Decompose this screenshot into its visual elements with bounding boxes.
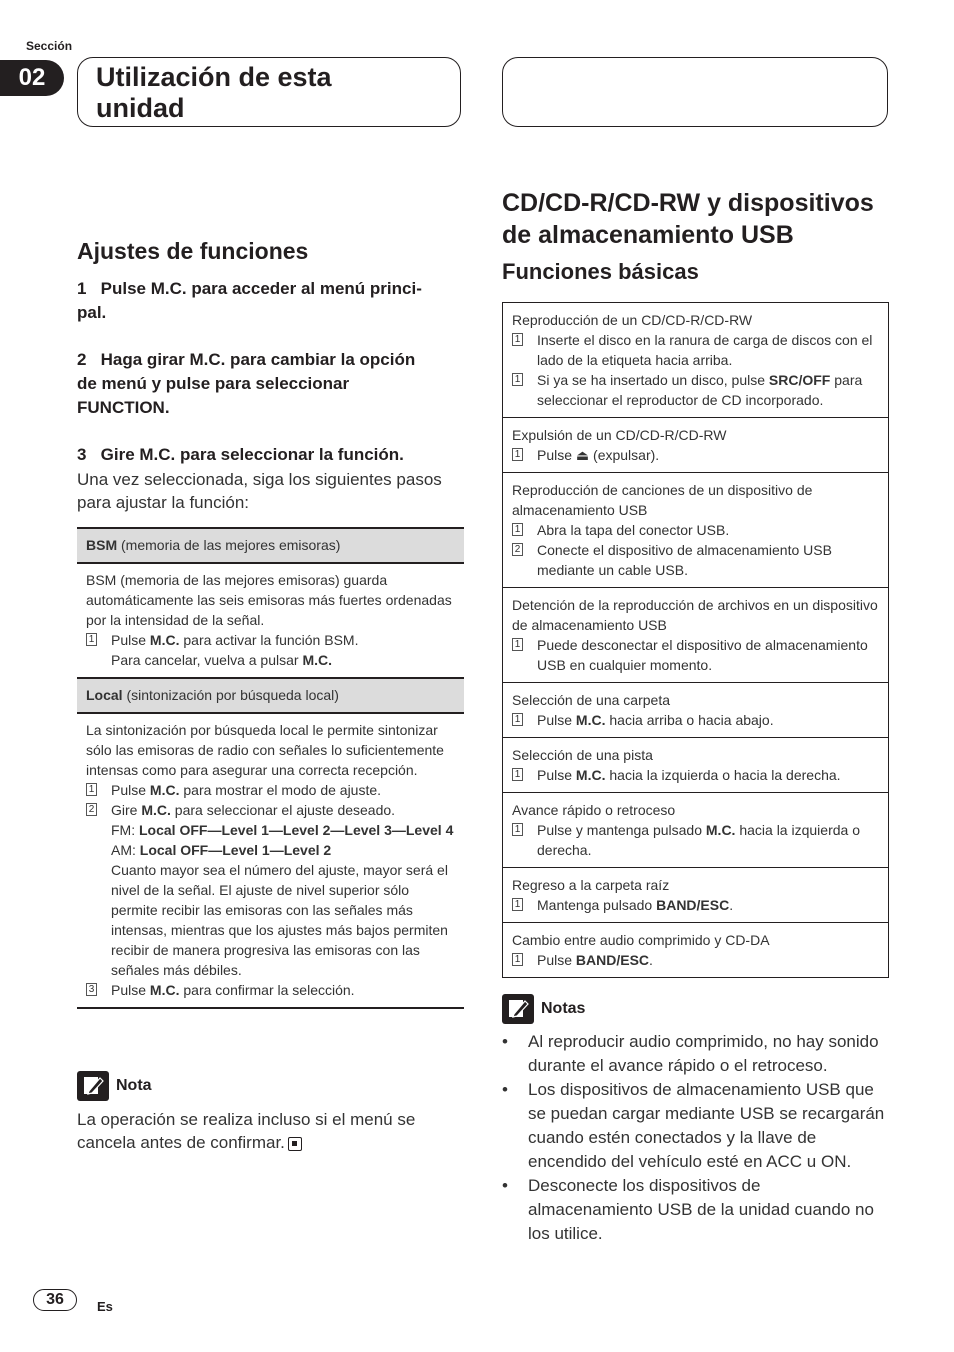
am-label: AM: — [111, 842, 140, 858]
item-number: 1 — [512, 713, 523, 726]
fm-label: FM: — [111, 822, 139, 838]
local-item-2 — [86, 800, 455, 980]
item-number: 1 — [512, 638, 523, 651]
list-item — [512, 370, 879, 410]
section-heading-cd-usb-line2: de almacenamiento USB — [502, 221, 794, 249]
local-item-2-c: para seleccionar el ajuste deseado. — [170, 802, 396, 818]
empty-header-box — [502, 57, 888, 127]
item-text-c: . — [649, 952, 653, 968]
step-2-text: Haga girar M.C. para cambiar la opción — [100, 350, 416, 369]
step-1-text: Pulse M.C. para acceder al menú princi- — [100, 279, 422, 298]
list-item — [512, 635, 879, 675]
row-title: Cambio entre audio comprimido y CD-DA — [512, 932, 770, 948]
list-item — [512, 895, 879, 915]
list-item — [512, 540, 879, 580]
row-detencion-usb — [503, 588, 888, 683]
step-1 — [77, 277, 464, 325]
item-number: 1 — [512, 768, 523, 781]
item-text-a: Pulse — [537, 767, 576, 783]
item-text: Conecte el dispositivo de almacenamiento USB mediante un cable USB. — [537, 542, 832, 578]
bsm-name: BSM — [86, 537, 118, 553]
local-desc: (sintonización por búsqueda local) — [122, 687, 339, 703]
chapter-title-box — [77, 57, 461, 127]
row-title: Expulsión de un CD/CD-R/CD-RW — [512, 427, 727, 443]
item-number: 1 — [512, 953, 523, 966]
bsm-item-1-e: M.C. — [302, 652, 333, 668]
bullet-icon: • — [502, 1080, 508, 1099]
local-body: La sintonización por búsqueda local le permite sintonizar sólo las emisoras de radio con señales lo suficientemente intensas como para asegurar una correcta recepción. — [86, 722, 444, 778]
row-title: Detención de la reproducción de archivos en un dispositivo de almacenamiento USB — [512, 597, 878, 633]
bullet-icon: • — [502, 1176, 508, 1195]
item-text-a: Si ya se ha insertado un disco, pulse — [537, 372, 769, 388]
note-text: Al reproducir audio comprimido, no hay sonido durante el avance rápido o el retroceso. — [528, 1032, 879, 1075]
bsm-item-1-a: Pulse — [111, 632, 150, 648]
local-item-1-a: Pulse — [111, 782, 150, 798]
page-number: 36 — [33, 1289, 77, 1311]
section-heading-cd-usb-line1: CD/CD-R/CD-RW y dispositivos — [502, 189, 874, 217]
row-cambio-audio — [503, 923, 888, 977]
list-item — [512, 820, 879, 860]
chapter-title-line1: Utilización de esta — [96, 62, 332, 92]
list-item — [502, 1078, 889, 1174]
item-text: Inserte el disco en la ranura de carga de discos con el lado de la etiqueta hacia arriba. — [537, 332, 873, 368]
item-text: Puede desconectar el dispositivo de almacenamiento USB en cualquier momento. — [537, 637, 868, 673]
step-1-number: 1 — [77, 279, 87, 298]
bsm-item-1 — [86, 630, 455, 670]
section-heading-cd-usb — [502, 187, 889, 251]
basic-functions-table — [502, 302, 889, 978]
item-text-c: hacia la izquierda o hacia la derecha. — [605, 767, 841, 783]
item-number: 1 — [512, 448, 523, 461]
bsm-desc: (memoria de las mejores emisoras) — [117, 537, 341, 553]
step-3 — [77, 443, 464, 514]
item-number: 1 — [512, 333, 523, 346]
local-item-3-b: M.C. — [149, 982, 180, 998]
row-title: Avance rápido o retroceso — [512, 802, 676, 818]
row-expulsion — [503, 418, 888, 473]
subheading-funciones-basicas: Funciones básicas — [502, 259, 699, 284]
section-number-badge: 02 — [0, 60, 64, 96]
item-number: 1 — [512, 823, 523, 836]
language-code: Es — [97, 1299, 113, 1314]
list-item — [512, 520, 879, 540]
note-text: Desconecte los dispositivos de almacenamiento USB de la unidad cuando no los utilice. — [528, 1176, 874, 1243]
item-number: 2 — [512, 543, 523, 556]
list-item — [512, 710, 879, 730]
item-text: Abra la tapa del conector USB. — [537, 522, 730, 538]
item-text-a: Mantenga pulsado — [537, 897, 657, 913]
row-seleccion-pista — [503, 738, 888, 793]
row-title: Selección de una pista — [512, 747, 653, 763]
bsm-item-1-b: M.C. — [149, 632, 180, 648]
section-heading-ajustes: Ajustes de funciones — [77, 238, 309, 264]
step-3-number: 3 — [77, 445, 87, 464]
chapter-title-line2: unidad — [96, 93, 185, 123]
list-item — [512, 330, 879, 370]
bsm-item-1-number: 1 — [86, 633, 97, 646]
step-2 — [77, 348, 464, 420]
row-seleccion-carpeta — [503, 683, 888, 738]
item-text-c: para seleccionar el reproductor de CD incorporado. — [537, 372, 863, 408]
bsm-body-cell — [77, 563, 464, 678]
item-text-b: M.C. — [575, 767, 606, 783]
list-item — [512, 765, 879, 785]
local-item-1-c: para mostrar el modo de ajuste. — [179, 782, 382, 798]
section-label: Sección — [26, 39, 73, 53]
item-text-c: hacia arriba o hacia abajo. — [605, 712, 774, 728]
pencil-note-icon — [77, 1071, 109, 1101]
note-body: La operación se realiza incluso si el menú se cancela antes de confirmar. — [77, 1110, 416, 1152]
item-number: 1 — [512, 898, 523, 911]
local-item-3-c: para confirmar la selección. — [179, 982, 355, 998]
row-title: Reproducción de un CD/CD-R/CD-RW — [512, 312, 753, 328]
am-values: Local OFF—Level 1—Level 2 — [139, 842, 332, 858]
row-avance-rapido — [503, 793, 888, 868]
list-item — [512, 950, 879, 970]
item-text-b: BAND/ESC — [656, 897, 730, 913]
function-table — [77, 527, 464, 1009]
local-item-1-b: M.C. — [149, 782, 180, 798]
item-text-b: M.C. — [575, 712, 606, 728]
item-text-b: M.C. — [705, 822, 736, 838]
step-1-text-cont: pal. — [77, 303, 107, 322]
item-text-a: Pulse — [537, 952, 576, 968]
note-block — [77, 1071, 464, 1154]
item-text: Pulse ⏏ (expulsar). — [537, 447, 660, 463]
note-body-wrap — [77, 1108, 464, 1154]
local-item-3-a: Pulse — [111, 982, 150, 998]
local-item-2-b: M.C. — [141, 802, 171, 818]
local-item-3 — [86, 980, 455, 1000]
note-header — [77, 1071, 464, 1101]
note-text: Los dispositivos de almacenamiento USB que se puedan cargar mediante USB se recargarán cuando estén conectados y la llave de encendido del vehículo esté en ACC u ON. — [528, 1080, 885, 1171]
bsm-item-1-d: Para cancelar, vuelva a pulsar — [111, 652, 303, 668]
list-item — [502, 1174, 889, 1246]
list-item — [512, 445, 879, 465]
row-carpeta-raiz — [503, 868, 888, 923]
local-item-1 — [86, 780, 455, 800]
bsm-body: BSM (memoria de las mejores emisoras) guarda automáticamente las seis emisoras más fuertes ordenadas por la intensidad de la señal. — [86, 572, 452, 628]
local-item-3-number: 3 — [86, 983, 97, 996]
pencil-note-icon — [502, 994, 534, 1024]
local-body-cell — [77, 713, 464, 1008]
notes-block — [502, 994, 889, 1246]
bsm-item-1-c: para activar la función BSM. — [179, 632, 359, 648]
notes-title: Notas — [541, 1000, 586, 1017]
fm-values: Local OFF—Level 1—Level 2—Level 3—Level 4 — [139, 822, 454, 838]
item-text-c: hacia la izquierda o derecha. — [537, 822, 860, 858]
row-title: Selección de una carpeta — [512, 692, 670, 708]
item-text-c: . — [729, 897, 734, 913]
step-3-body: Una vez seleccionada, siga los siguientes pasos para ajustar la función: — [77, 470, 442, 512]
step-2-text-cont: de menú y pulse para seleccionar — [77, 374, 350, 393]
item-text-a: Pulse — [537, 712, 576, 728]
local-name: Local — [86, 687, 123, 703]
local-item-2-a: Gire — [111, 802, 142, 818]
local-header — [77, 678, 464, 713]
item-text-b: SRC/OFF — [768, 372, 831, 388]
notes-header — [502, 994, 889, 1024]
row-title: Regreso a la carpeta raíz — [512, 877, 670, 893]
list-item — [502, 1030, 889, 1078]
step-3-text: Gire M.C. para seleccionar la función. — [100, 445, 404, 464]
item-number: 1 — [512, 523, 523, 536]
row-reproduccion-usb — [503, 473, 888, 588]
item-text-a: Pulse y mantenga pulsado — [537, 822, 706, 838]
bullet-icon: • — [502, 1032, 508, 1051]
item-number: 1 — [512, 373, 523, 386]
local-item-2-number: 2 — [86, 803, 97, 816]
step-2-text-cont2: FUNCTION. — [77, 398, 170, 417]
local-item-2-note: Cuanto mayor sea el número del ajuste, mayor será el nivel de la señal. El ajuste de nivel superior sólo permite recibir las emisoras con las señales más intensas, mientras que los ajustes más bajos permiten recibir de manera progresiva las emisoras con las señales más débiles. — [111, 862, 448, 978]
end-mark-icon — [288, 1137, 302, 1151]
row-reproduccion-cd — [503, 303, 888, 418]
row-title: Reproducción de canciones de un dispositivo de almacenamiento USB — [512, 482, 813, 518]
item-text-b: BAND/ESC — [575, 952, 650, 968]
bsm-header — [77, 528, 464, 563]
note-title: Nota — [116, 1077, 152, 1094]
local-item-1-number: 1 — [86, 783, 97, 796]
step-2-number: 2 — [77, 350, 87, 369]
notes-list — [502, 1030, 889, 1246]
